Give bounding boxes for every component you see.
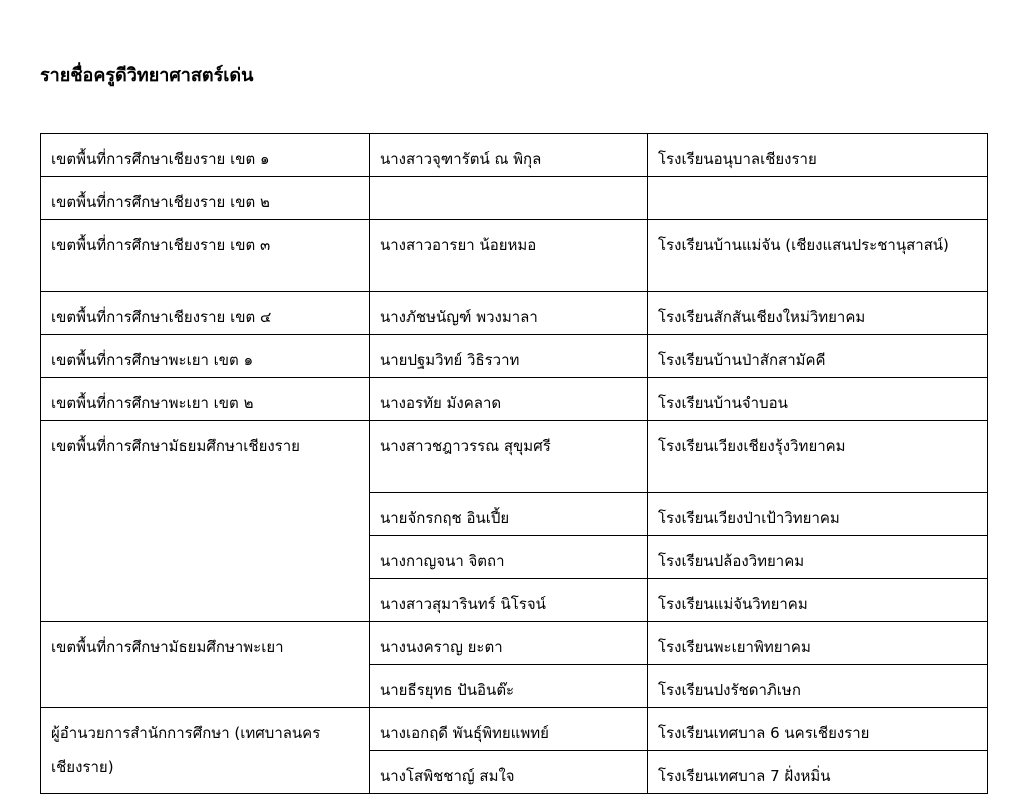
name-cell: นางภัชษนัญฑ์ พวงมาลา [370, 292, 648, 335]
area-cell: เขตพื้นที่การศึกษามัธยมศึกษาพะเยา [41, 622, 370, 708]
school-cell: โรงเรียนอนุบาลเชียงราย [648, 134, 988, 177]
name-cell: นางสาวชฎาวรรณ สุขุมศรี [370, 421, 648, 493]
name-cell: นางอรทัย มังคลาด [370, 378, 648, 421]
name-cell: นายธีรยุทธ ปันอินต๊ะ [370, 665, 648, 708]
name-cell: นางนงคราญ ยะตา [370, 622, 648, 665]
area-cell: เขตพื้นที่การศึกษาพะเยา เขต ๒ [41, 378, 370, 421]
school-cell: โรงเรียนเวียงเชียงรุ้งวิทยาคม [648, 421, 988, 493]
school-cell: โรงเรียนแม่จันวิทยาคม [648, 579, 988, 622]
table-row [41, 708, 988, 751]
name-cell: นายปฐมวิทย์ วิธิรวาท [370, 335, 648, 378]
school-cell: โรงเรียนเวียงป่าเป้าวิทยาคม [648, 493, 988, 536]
table-row [41, 421, 988, 493]
area-cell: เขตพื้นที่การศึกษามัธยมศึกษาเชียงราย [41, 421, 370, 622]
area-cell: เขตพื้นที่การศึกษาพะเยา เขต ๑ [41, 335, 370, 378]
name-cell: นางสาวสุมารินทร์ นิโรจน์ [370, 579, 648, 622]
table-row [41, 177, 988, 220]
page-title: รายชื่อครูดีวิทยาศาสตร์เด่น [40, 65, 254, 86]
table-row [41, 292, 988, 335]
school-cell: โรงเรียนบ้านแม่จัน (เชียงแสนประชานุสาสน์) [648, 220, 988, 292]
school-cell: โรงเรียนปล้องวิทยาคม [648, 536, 988, 579]
table-row [41, 134, 988, 177]
area-cell: ผู้อำนวยการสำนักการศึกษา (เทศบาลนครเชียงราย) [41, 708, 370, 794]
table-row [41, 335, 988, 378]
table-row [41, 622, 988, 665]
table-row [41, 378, 988, 421]
name-cell: นางเอกฤดี พันธุ์พิทยแพทย์ [370, 708, 648, 751]
school-cell: โรงเรียนสักสันเชียงใหม่วิทยาคม [648, 292, 988, 335]
school-cell: โรงเรียนปงรัชดาภิเษก [648, 665, 988, 708]
area-cell: เขตพื้นที่การศึกษาเชียงราย เขต ๔ [41, 292, 370, 335]
table-row [41, 220, 988, 292]
name-cell: นางสาวจุฑารัตน์ ณ พิกุล [370, 134, 648, 177]
school-cell: โรงเรียนเทศบาล 6 นครเชียงราย [648, 708, 988, 751]
area-cell: เขตพื้นที่การศึกษาเชียงราย เขต ๓ [41, 220, 370, 292]
school-cell: โรงเรียนบ้านจำบอน [648, 378, 988, 421]
name-cell: นางกาญจนา จิตถา [370, 536, 648, 579]
school-cell [648, 177, 988, 220]
school-cell: โรงเรียนเทศบาล 7 ฝั่งหมิ่น [648, 751, 988, 794]
name-cell: นางสาวอารยา น้อยหมอ [370, 220, 648, 292]
teacher-table [40, 133, 988, 794]
area-cell: เขตพื้นที่การศึกษาเชียงราย เขต ๑ [41, 134, 370, 177]
name-cell [370, 177, 648, 220]
school-cell: โรงเรียนพะเยาพิทยาคม [648, 622, 988, 665]
name-cell: นายจักรกฤช อินเปี้ย [370, 493, 648, 536]
school-cell: โรงเรียนบ้านป่าสักสามัคคี [648, 335, 988, 378]
name-cell: นางโสพิชชาญ์ สมใจ [370, 751, 648, 794]
area-cell: เขตพื้นที่การศึกษาเชียงราย เขต ๒ [41, 177, 370, 220]
